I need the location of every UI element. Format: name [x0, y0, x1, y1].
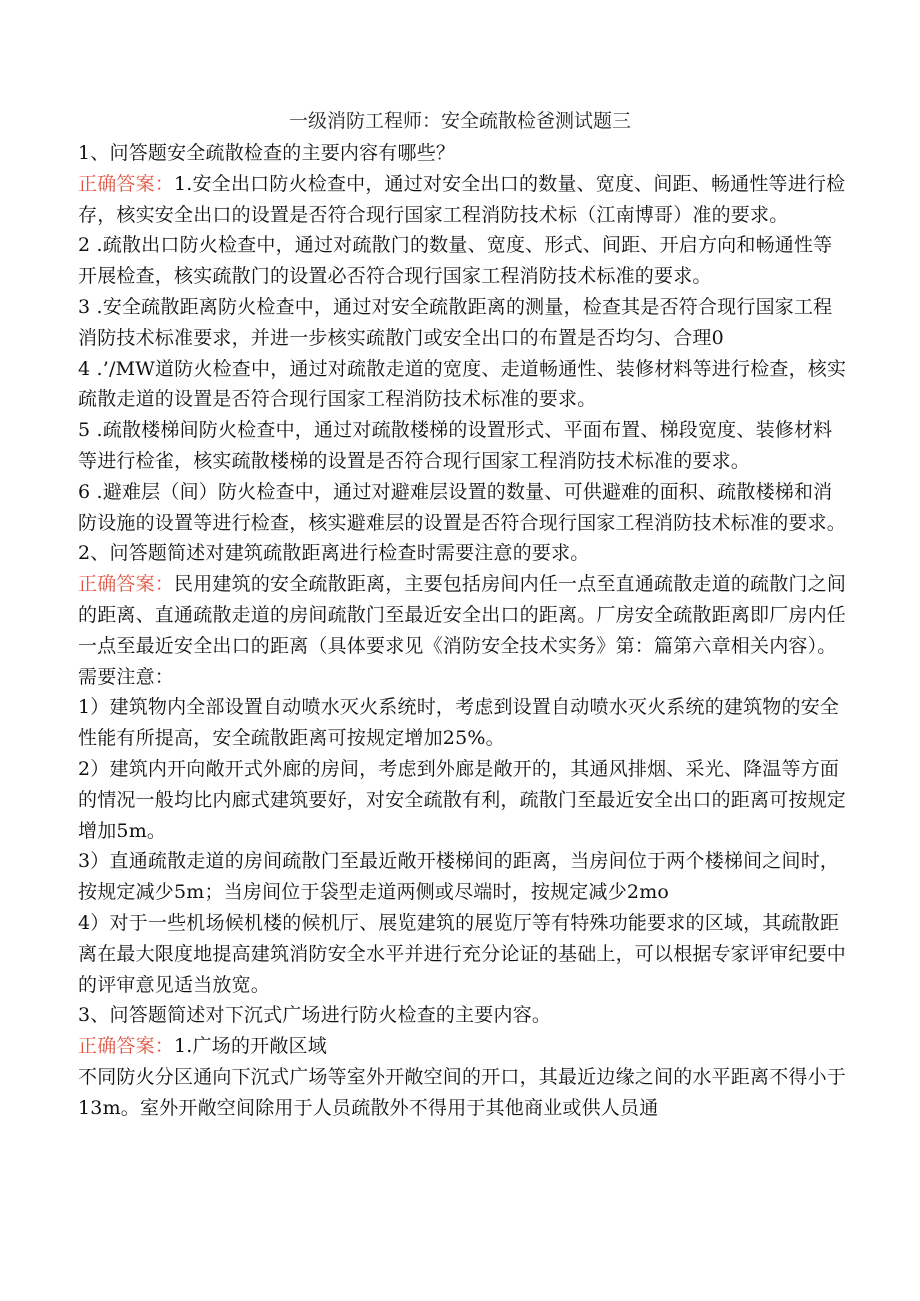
question-2: 2、问答题简述对建筑疏散距离进行检查时需要注意的要求。 — [78, 542, 590, 565]
answer-1-item-2: 2 .疏散出口防火检查中，通过对疏散门的数量、宽度、形式、间距、开启方向和畅通性等开展检查，核实疏散门的设置必否符合现行国家工程消防技术标准的要求。 — [78, 234, 833, 288]
answer-label: 正确答案： — [78, 573, 175, 596]
answer-1-text: 1.安全出口防火检查中，通过对安全出口的数量、宽度、间距、畅通性等进行检存，核实安全出口的设置是否符合现行国家工程消防技术标（江南博哥）准的要求。 — [78, 172, 846, 226]
answer-2-text: 民用建筑的安全疏散距离，主要包括房间内任一点至直通疏散走道的疏散门之间的距离、直通疏散走道的房间疏散门至最近安全出口的距离。厂房安全疏散距离即厂房内任一点至最近安全出口的距离（具体要求见《消防安全技术实务》第：篇第六章相关内容）。需要注意： — [78, 573, 847, 688]
answer-label: 正确答案： — [78, 172, 175, 195]
answer-2-item-2: 2）建筑内开向敞开式外廊的房间，考虑到外廊是敞开的，其通风排烟、采光、降温等方面的情况一般均比内廊式建筑要好，对安全疏散有利，疏散门至最近安全出口的距离可按规定增加5m。 — [78, 757, 847, 842]
answer-2-item-4: 4）对于一些机场候机楼的候机厅、展览建筑的展览厅等有特殊功能要求的区域，其疏散距离在最大限度地提高建筑消防安全水平并进行充分论证的基础上，可以根据专家评审纪要中的评审意见适当放宽。 — [78, 911, 847, 996]
answer-1-intro — [78, 169, 848, 231]
question-3: 3、问答题简述对下沉式广场进行防火检查的主要内容。 — [78, 1004, 552, 1027]
answer-3-intro — [78, 1031, 848, 1062]
answer-2-item-3: 3）直通疏散走道的房间疏散门至最近敞开楼梯间的距离，当房间位于两个楼梯间之间时，按规定减少5m；当房间位于袋型走道两侧或尽端时，按规定减少2mo — [78, 850, 840, 904]
answer-label: 正确答案： — [78, 1035, 175, 1058]
answer-3-text: 1.广场的开敞区域 — [174, 1035, 327, 1058]
answer-1-item-3: 3 .安全疏散距离防火检查中，通过对安全疏散距离的测量，检查其是否符合现行国家工程消防技术标准要求，并进一步核实疏散门或安全出口的布置是否均匀、合理0 — [78, 295, 833, 349]
document-title: 一级消防工程师：安全疏散检爸测试题三 — [288, 110, 631, 132]
document-body — [78, 138, 848, 1124]
answer-1-item-6: 6 .避难层（间）防火检查中，通过对避难层设置的数量、可供避难的面积、疏散楼梯和消防设施的设置等进行检查，核实避难层的设置是否符合现行国家工程消防技术标准的要求。 — [78, 480, 847, 534]
answer-2-item-1: 1）建筑物内全部设置自动喷水灭火系统时，考虑到设置自动喷水灭火系统的建筑物的安全性能有所提高，安全疏散距离可按规定增加25%。 — [78, 696, 840, 750]
answer-1-item-5: 5 .疏散楼梯间防火检查中，通过对疏散楼梯的设置形式、平面布置、梯段宽度、装修材料等进行检雀，核实疏散楼梯的设置是否符合现行国家工程消防技术标准的要求。 — [78, 419, 833, 472]
answer-1-item-4: 4 .’/MW道防火检查中，通过对疏散走道的宽度、走道畅通性、装修材料等进行检查，核实疏散走道的设置是否符合现行国家工程消防技术标准的要求。 — [78, 357, 847, 411]
question-1: 1、问答题安全疏散检查的主要内容有哪些？ — [78, 142, 456, 164]
answer-3-paragraph-1: 不同防火分区通向下沉式广场等室外开敞空间的开口，其最近边缘之间的水平距离不得小于13m。室外开敞空间除用于人员疏散外不得用于其他商业或供人员通 — [78, 1065, 847, 1119]
answer-2-intro — [78, 569, 848, 692]
